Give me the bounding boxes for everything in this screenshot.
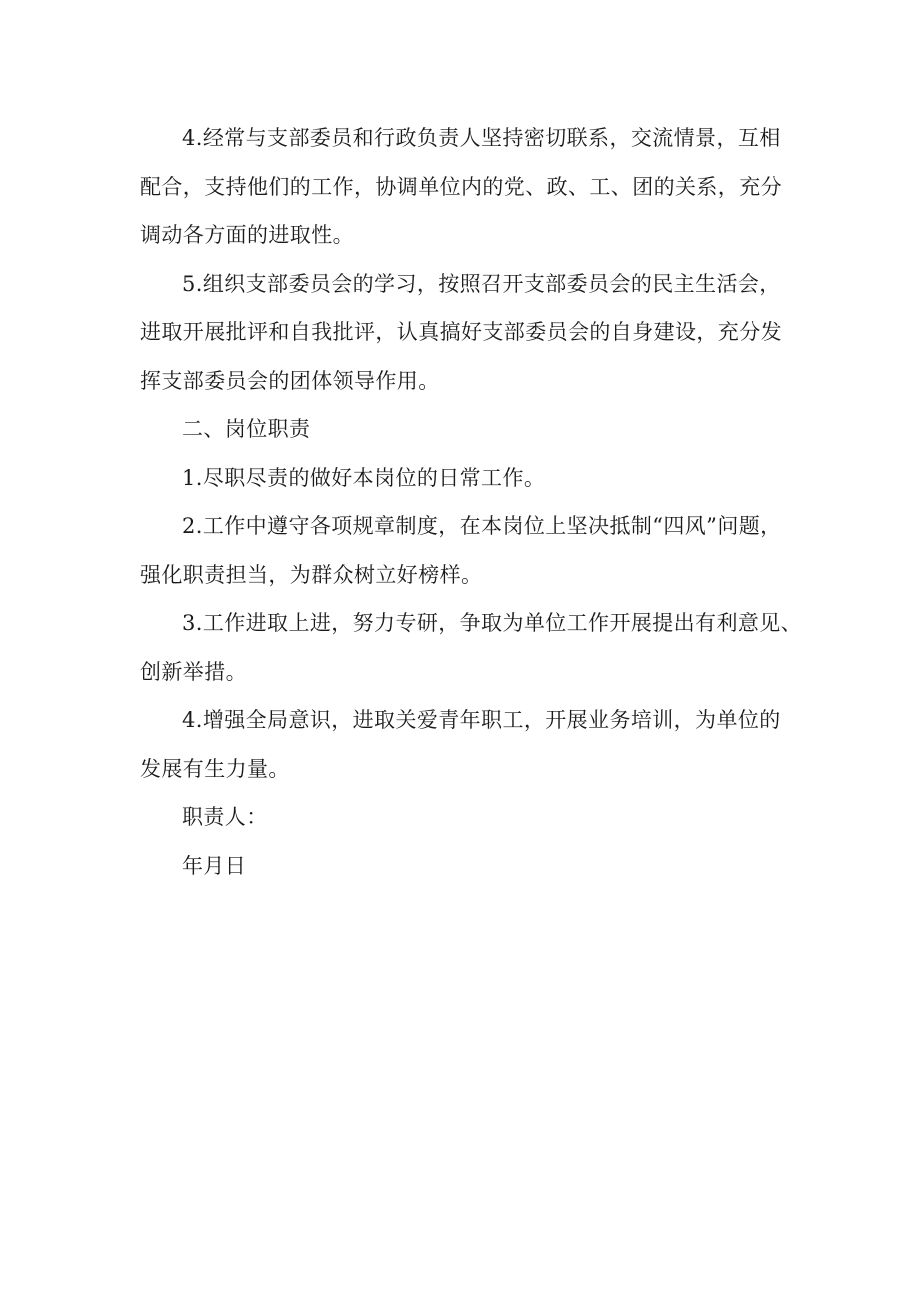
paragraph-line: 发展有生力量。 (140, 756, 290, 781)
signature-label-text: 职责人： (182, 805, 268, 829)
paragraph-line (140, 502, 780, 551)
item-number: 3. (182, 611, 203, 635)
line-text: 尽职尽责的做好本岗位的日常工作。 (202, 465, 546, 490)
paragraph-line: 配合，支持他们的工作，协调单位内的党、政、工、团的关系，充分 (140, 174, 782, 199)
date-label-text: 年月日 (182, 853, 247, 878)
line-text: 组织支部委员会的学习，按照召开支部委员会的民主生活会， (202, 271, 781, 296)
paragraph-line: 调动各方面的进取性。 (140, 223, 354, 247)
item-number: 4. (182, 708, 203, 732)
document-body (140, 114, 803, 890)
item-number: 4. (182, 126, 203, 150)
paragraph-line (140, 114, 780, 163)
item-number: 5. (182, 271, 203, 296)
line-text: 工作中遵守各项规章制度，在本岗位上坚决抵制“四风”问题， (202, 514, 782, 538)
signature-label (140, 793, 780, 842)
paragraph-line (140, 454, 780, 503)
paragraph-post-duty-3 (140, 599, 803, 696)
line-text: 工作进取上进，努力专研，争取为单位工作开展提出有利意见、 (202, 611, 803, 635)
paragraph-line (140, 696, 780, 745)
paragraph-line: 挥支部委员会的团体领导作用。 (140, 368, 440, 393)
item-number: 2. (182, 514, 203, 538)
paragraph-post-duty-2 (140, 502, 780, 599)
paragraph-line (140, 599, 803, 648)
paragraph-post-duty-1 (140, 454, 780, 503)
paragraph-secretary-duty-5 (140, 260, 780, 406)
section-heading-text: 二、岗位职责 (182, 417, 311, 441)
line-text: 经常与支部委员和行政负责人坚持密切联系，交流情景，互相 (202, 126, 781, 150)
paragraph-line (140, 260, 780, 309)
item-number: 1. (182, 465, 203, 490)
paragraph-line: 创新举措。 (140, 659, 247, 684)
paragraph-post-duty-4 (140, 696, 780, 793)
paragraph-line: 强化职责担当，为群众树立好榜样。 (140, 562, 483, 587)
date-label (140, 842, 780, 891)
line-text: 增强全局意识，进取关爱青年职工，开展业务培训，为单位的 (202, 708, 781, 732)
paragraph-secretary-duty-4 (140, 114, 780, 260)
paragraph-line: 进取开展批评和自我批评，认真搞好支部委员会的自身建设，充分发 (140, 320, 782, 344)
section-heading (140, 405, 780, 454)
